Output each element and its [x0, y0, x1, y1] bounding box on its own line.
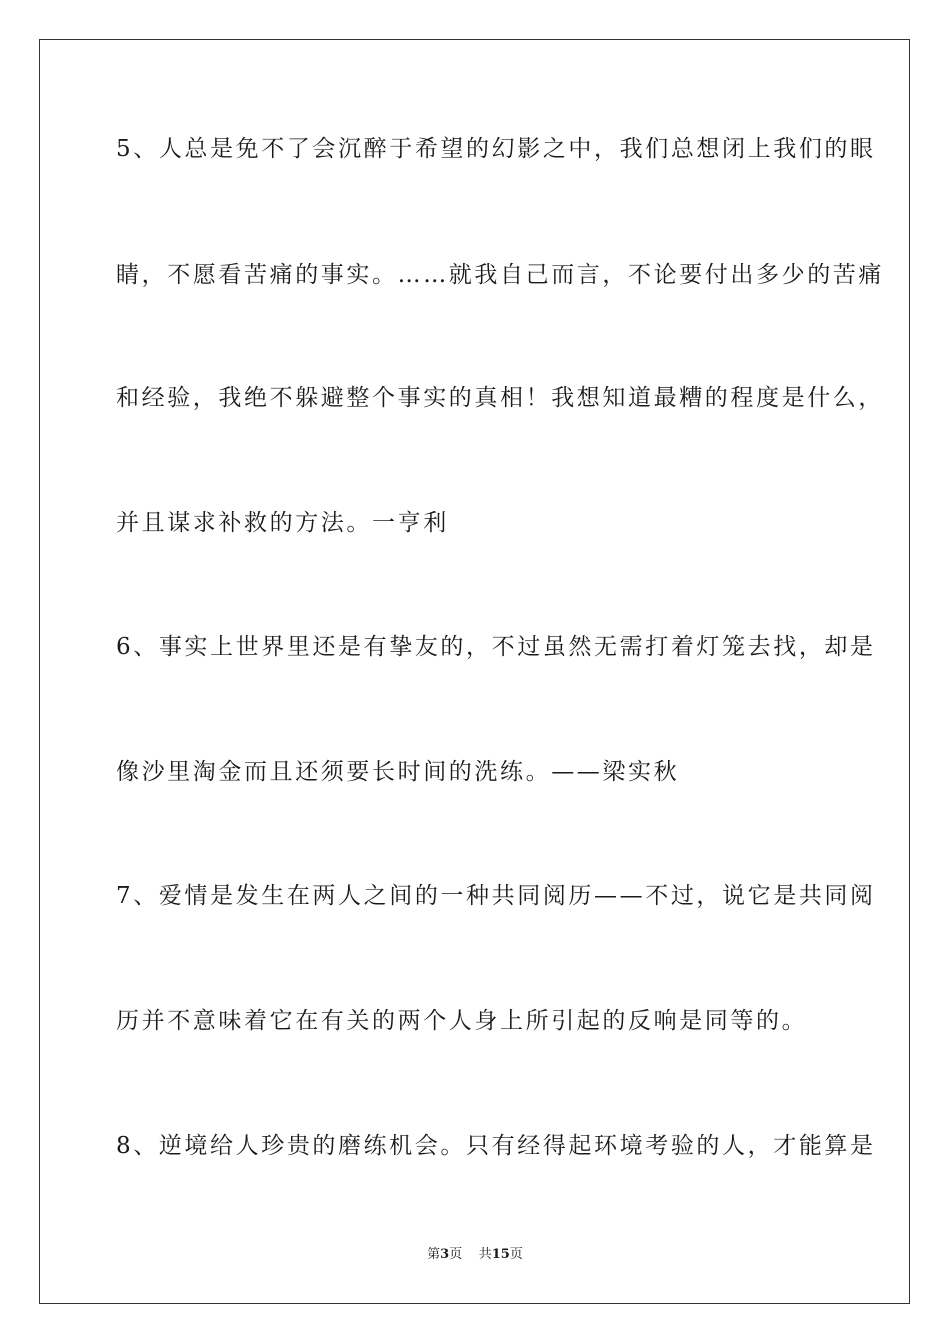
- page-footer: [0, 1246, 950, 1264]
- total-pages-number: 15: [491, 1247, 510, 1262]
- text-line-8: 历并不意味着它在有关的两个人身上所引起的反响是同等的。: [116, 1008, 808, 1034]
- current-page-number: 3: [440, 1247, 450, 1262]
- text-line-3: 和经验，我绝不躲避整个事实的真相！我想知道最糟的程度是什么，: [116, 385, 884, 411]
- text-line-4: 并且谋求补救的方法。一亨利: [116, 510, 449, 536]
- text-line-5: 6、事实上世界里还是有挚友的，不过虽然无需打着灯笼去找，却是: [116, 634, 876, 660]
- text-line-7: 7、爱情是发生在两人之间的一种共同阅历——不过，说它是共同阅: [116, 883, 876, 909]
- text-line-1: 5、人总是免不了会沉醉于希望的幻影之中，我们总想闭上我们的眼: [116, 136, 876, 162]
- text-line-2: 睛，不愿看苦痛的事实。……就我自己而言，不论要付出多少的苦痛: [116, 262, 884, 288]
- text-line-6: 像沙里淘金而且还须要长时间的洗练。——梁实秋: [116, 759, 680, 785]
- footer-total-suffix: 页: [509, 1247, 523, 1262]
- footer-total-prefix: 共: [478, 1247, 492, 1262]
- text-line-9: 8、逆境给人珍贵的磨练机会。只有经得起环境考验的人，才能算是: [116, 1133, 876, 1159]
- page-border: [39, 39, 910, 1304]
- footer-prefix: 第: [427, 1247, 441, 1262]
- footer-page-suffix: 页: [449, 1247, 463, 1262]
